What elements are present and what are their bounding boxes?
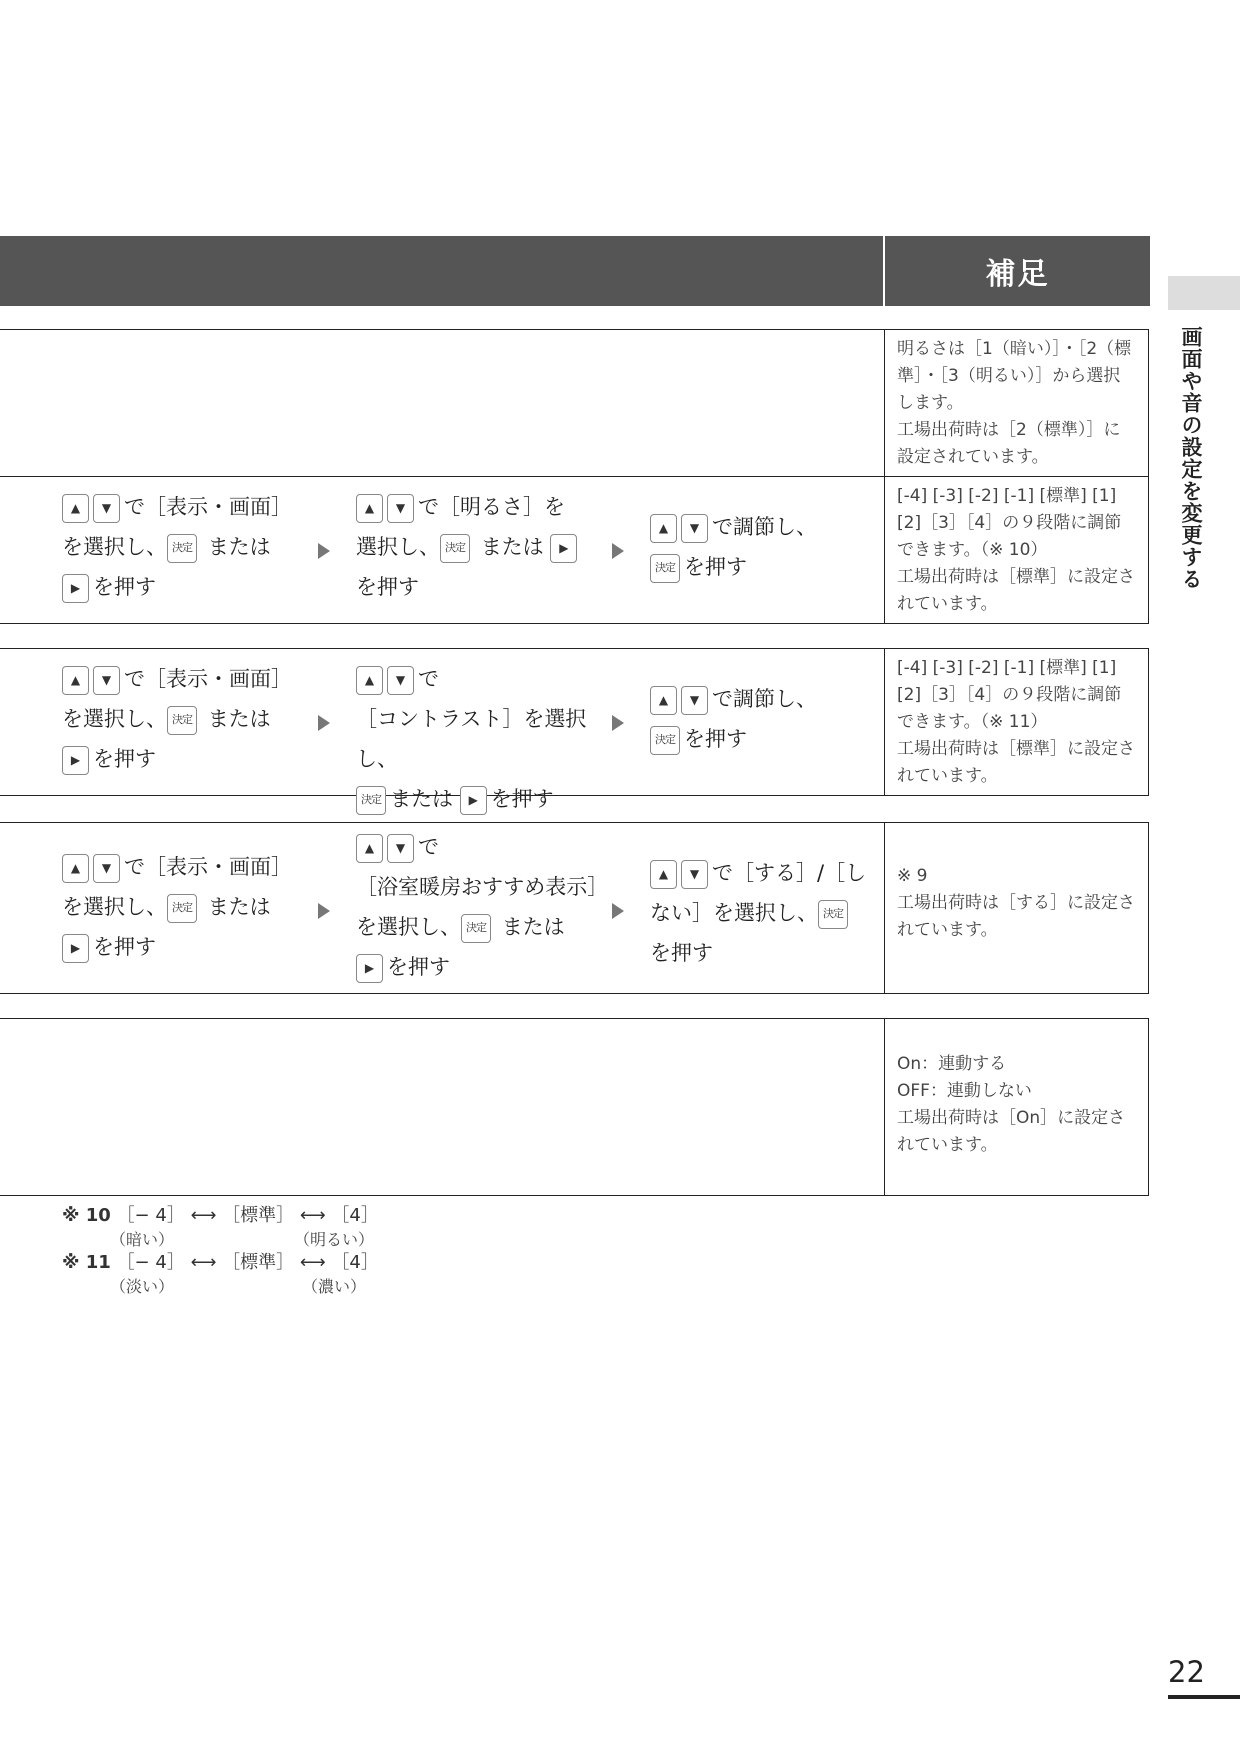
step-text: で調節し、 [712,687,817,711]
step-text: で調節し、 [712,515,817,539]
kettei-key-icon: 決定 [650,726,680,755]
step-1 [62,659,302,779]
note-line: 工場出荷時は［2（標準）］に [897,420,1121,440]
step-arrow-icon [612,903,624,919]
step-text: または [207,895,271,919]
down-key-icon: ▼ [681,514,708,543]
kettei-key-icon: 決定 [356,786,386,815]
up-key-icon: ▲ [356,494,383,523]
double-arrow-icon: ⟷ [190,1205,217,1226]
note-line: 工場出荷時は［する］に設定さ [897,893,1135,913]
footnote-sub: （淡い） [110,1277,175,1296]
note-cell [884,330,1149,476]
note-line: ※ 9 [897,866,928,886]
down-key-icon: ▼ [93,666,120,695]
step-arrow-icon [318,715,330,731]
step-text: を選択し、 [356,915,461,939]
table-row-brightness-info [0,329,1149,477]
step-text: ない］を選択し、 [650,901,818,925]
note-line: 工場出荷時は［標準］に設定さ [897,739,1135,759]
note-line: できます。（※ 11） [897,712,1048,732]
right-key-icon: ▶ [62,746,89,775]
note-cell [884,1019,1149,1195]
note-cell [884,477,1149,623]
step-3 [650,853,882,973]
step-text: または [501,915,565,939]
footnote-value: ［− 4］ [116,1205,185,1226]
step-arrow-icon [318,543,330,559]
step-text: で [418,835,439,859]
up-key-icon: ▲ [62,854,89,883]
step-text: を押す [93,575,156,599]
footnote-sub: （濃い） [302,1277,367,1296]
step-text: または [480,535,544,559]
up-key-icon: ▲ [650,686,677,715]
down-key-icon: ▼ [93,854,120,883]
down-key-icon: ▼ [387,666,414,695]
note-line: れています。 [897,766,998,786]
kettei-key-icon: 決定 [461,914,491,943]
note-line: 工場出荷時は［On］に設定さ [897,1108,1126,1128]
step-arrow-icon [612,543,624,559]
step-text: で［明るさ］を [418,495,565,519]
footnote-value: ［4］ [331,1252,379,1273]
note-line: 準］・［3（明るい）］から選択 [897,366,1121,386]
note-line: 明るさは［1（暗い）］・［2（標 [897,339,1132,359]
page-number-underline [1168,1695,1240,1699]
up-key-icon: ▲ [62,666,89,695]
note-line: 設定されています。 [897,447,1049,467]
step-text: を押す [650,941,713,965]
kettei-key-icon: 決定 [440,534,470,563]
double-arrow-icon: ⟷ [190,1252,217,1273]
step-text: を選択し、 [62,895,167,919]
kettei-key-icon: 決定 [650,554,680,583]
table-row-link-setting [0,1018,1149,1196]
step-text: で［表示・画面］ [124,855,292,879]
note-line: On：連動する [897,1054,1007,1074]
note-line: できます。（※ 10） [897,540,1048,560]
footnote-sub: （明るい） [294,1230,375,1249]
step-2 [356,827,609,987]
down-key-icon: ▼ [681,860,708,889]
note-cell [884,823,1149,993]
down-key-icon: ▼ [387,494,414,523]
side-tab-marker [1168,276,1240,310]
step-text: ［浴室暖房おすすめ表示］ [356,875,609,899]
step-text: を選択し、 [62,535,167,559]
step-text: 選択し、 [356,535,440,559]
double-arrow-icon: ⟷ [299,1205,326,1226]
table-row-brightness [0,476,1149,624]
step-text: で［する］/［し [712,861,867,885]
right-key-icon: ▶ [62,574,89,603]
step-arrow-icon [318,903,330,919]
step-text: で [418,667,439,691]
note-line: れています。 [897,1135,998,1155]
note-line: 工場出荷時は［標準］に設定さ [897,567,1135,587]
footnote-mark: ※ 10 [62,1205,111,1226]
note-line: OFF：連動しない [897,1081,1032,1101]
step-text: を押す [93,747,156,771]
right-key-icon: ▶ [550,534,577,563]
footnote-11 [62,1248,379,1274]
side-chapter-title: 画面や音の設定を変更する [1179,326,1203,590]
footnote-sub: （暗い） [110,1230,175,1249]
note-line: れています。 [897,594,998,614]
step-arrow-icon [612,715,624,731]
step-3 [650,679,880,759]
footnote-value: ［− 4］ [116,1252,185,1273]
footnote-mark: ※ 11 [62,1252,111,1273]
table-row-contrast [0,648,1149,811]
up-key-icon: ▲ [356,834,383,863]
step-text: で［表示・画面］ [124,667,292,691]
step-text: で［表示・画面］ [124,495,292,519]
kettei-key-icon: 決定 [818,900,848,929]
step-text: を押す [387,955,450,979]
note-cell [884,649,1149,795]
up-key-icon: ▲ [650,860,677,889]
step-text: を押す [93,935,156,959]
step-1 [62,847,302,967]
header-title-supplement: 補足 [985,257,1050,292]
kettei-key-icon: 決定 [167,534,197,563]
up-key-icon: ▲ [650,514,677,543]
kettei-key-icon: 決定 [167,706,197,735]
step-3 [650,507,880,587]
double-arrow-icon: ⟷ [299,1252,326,1273]
footnote-10 [62,1201,379,1227]
footnote-value: ［4］ [331,1205,379,1226]
step-text: を押す [490,787,554,811]
right-key-icon: ▶ [356,954,383,983]
step-1 [62,487,302,607]
step-2 [356,487,596,607]
table-row-bath-heating [0,822,1149,994]
down-key-icon: ▼ [681,686,708,715]
note-line: [-4] [-3] [-2] [-1] [標準] [1] [897,486,1117,506]
note-line: [-4] [-3] [-2] [-1] [標準] [1] [897,658,1117,678]
right-key-icon: ▶ [62,934,89,963]
step-text: または [207,535,271,559]
down-key-icon: ▼ [387,834,414,863]
step-text: を押す [684,555,747,579]
step-text: を押す [356,575,419,599]
kettei-key-icon: 決定 [167,894,197,923]
down-key-icon: ▼ [93,494,120,523]
page-number: 22 [1168,1655,1205,1689]
step-text: を押す [684,727,747,751]
footnote-value: ［標準］ [222,1252,295,1273]
step-text: または [207,707,271,731]
step-text: を選択し、 [62,707,167,731]
step-text: または [390,787,453,811]
note-line: れています。 [897,920,998,940]
step-2 [356,659,606,819]
note-line: [2]［3］［4］の９段階に調節 [897,513,1122,533]
footnote-value: ［標準］ [222,1205,295,1226]
step-text: ［コントラスト］を選択し、 [356,707,587,771]
right-key-icon: ▶ [460,786,487,815]
up-key-icon: ▲ [62,494,89,523]
up-key-icon: ▲ [356,666,383,695]
note-line: [2]［3］［4］の９段階に調節 [897,685,1122,705]
note-line: します。 [897,393,964,413]
